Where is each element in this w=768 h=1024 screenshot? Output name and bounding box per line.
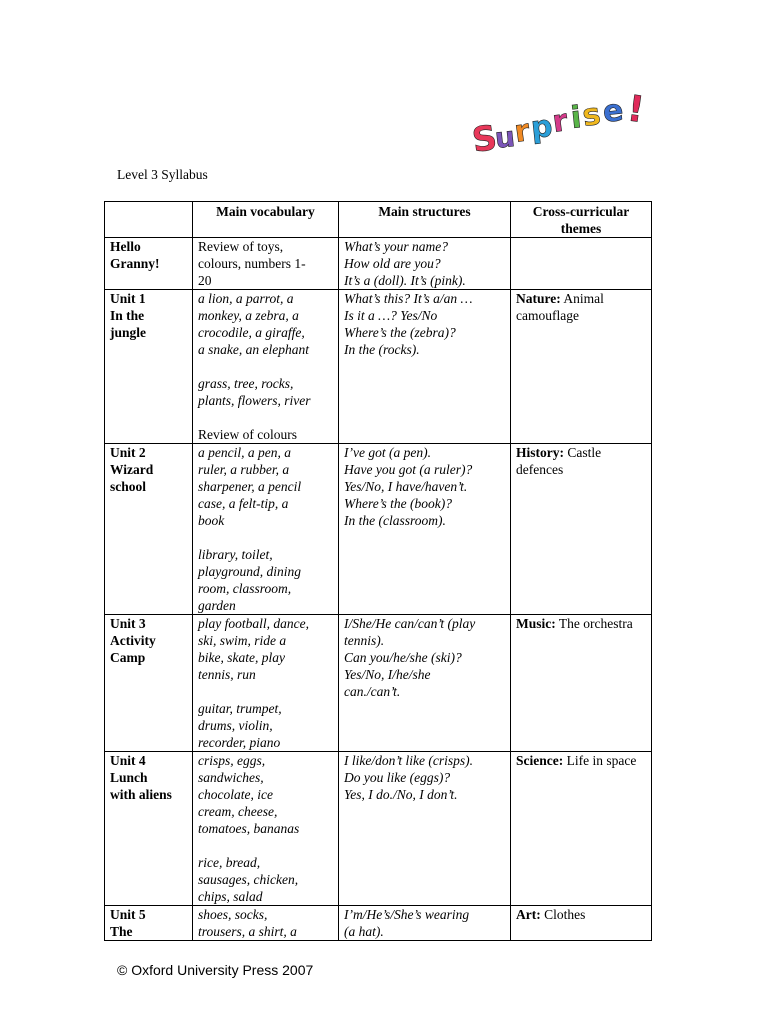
spacer: [198, 358, 333, 375]
spacer: [198, 837, 333, 854]
theme-text: Castle defences: [516, 445, 602, 477]
vocabulary-cell: [193, 238, 339, 290]
structures-cell: [339, 238, 511, 290]
header-structures: Main structures: [339, 202, 511, 238]
structures-cell: [339, 752, 511, 906]
unit-cell: [105, 290, 193, 444]
logo-letter: S: [470, 117, 500, 161]
vocabulary-line: library, toilet,: [198, 547, 273, 562]
surprise-logo: [470, 86, 650, 168]
vocabulary-line: tennis, run: [198, 667, 256, 682]
theme-cell: [511, 906, 652, 941]
theme-label: Music:: [516, 616, 556, 631]
table-row: [105, 290, 652, 444]
vocabulary-line: ruler, a rubber, a: [198, 462, 290, 477]
surprise-logo-graphic: [470, 86, 650, 168]
vocabulary-line: chips, salad: [198, 889, 263, 904]
syllabus-table: [104, 201, 652, 941]
unit-title-line: with aliens: [110, 787, 172, 802]
logo-letter: u: [493, 120, 517, 155]
table-row: [105, 238, 652, 290]
theme-cell: [511, 444, 652, 615]
vocabulary-line: 20: [198, 273, 212, 288]
structures-cell: [339, 615, 511, 752]
vocabulary-line: sausages, chicken,: [198, 872, 299, 887]
vocabulary-cell: [193, 290, 339, 444]
unit-title-line: Lunch: [110, 770, 148, 785]
structure-line: I like/don’t like (crisps).: [344, 753, 473, 768]
unit-title-line: school: [110, 479, 147, 494]
theme-text: Animal camouflage: [516, 291, 604, 323]
unit-title-line: jungle: [110, 325, 147, 340]
theme-cell: [511, 290, 652, 444]
unit-cell: [105, 752, 193, 906]
header-themes-text: Cross-curricular themes: [532, 204, 630, 236]
vocabulary-line: guitar, trumpet,: [198, 701, 282, 716]
structures-cell: [339, 290, 511, 444]
structure-line: Yes, I do./No, I don’t.: [344, 787, 458, 802]
vocabulary-line: shoes, socks,: [198, 907, 268, 922]
vocabulary-line: trousers, a shirt, a: [198, 924, 297, 939]
logo-letter: e: [601, 93, 626, 130]
copyright-footer: © Oxford University Press 2007: [117, 962, 314, 978]
vocabulary-line: chocolate, ice: [198, 787, 273, 802]
vocabulary-line: sandwiches,: [198, 770, 264, 785]
vocabulary-line: crocodile, a giraffe,: [198, 325, 305, 340]
table-row: [105, 906, 652, 941]
vocabulary-cell: [193, 444, 339, 615]
structure-line: Can you/he/she (ski)?: [344, 650, 462, 665]
structure-line: I/She/He can/can’t (play: [344, 616, 476, 631]
vocabulary-cell: [193, 752, 339, 906]
theme-cell: [511, 752, 652, 906]
table-row: [105, 615, 652, 752]
header-themes: [511, 202, 652, 238]
unit-title-line: In the: [110, 308, 145, 323]
theme-label: Science:: [516, 753, 564, 768]
structure-line: How old are you?: [344, 256, 441, 271]
vocabulary-line: room, classroom,: [198, 581, 292, 596]
unit-title-line: Wizard: [110, 462, 154, 477]
spacer: [198, 529, 333, 546]
vocabulary-line: Review of toys,: [198, 239, 284, 254]
vocabulary-line: garden: [198, 598, 236, 613]
vocabulary-line: a pencil, a pen, a: [198, 445, 291, 460]
vocabulary-line: Review of colours: [198, 427, 297, 442]
theme-cell: [511, 238, 652, 290]
spacer: [198, 683, 333, 700]
unit-cell: [105, 444, 193, 615]
logo-letter: s: [580, 96, 603, 134]
vocabulary-cell: [193, 906, 339, 941]
unit-cell: [105, 906, 193, 941]
structure-line: can./can’t.: [344, 684, 401, 699]
logo-letter: !: [624, 88, 647, 132]
structure-line: Have you got (a ruler)?: [344, 462, 473, 477]
theme-cell: [511, 615, 652, 752]
structure-line: Where’s the (book)?: [344, 496, 452, 511]
vocabulary-line: crisps, eggs,: [198, 753, 266, 768]
table-row: [105, 444, 652, 615]
structures-cell: [339, 444, 511, 615]
structure-line: In the (classroom).: [344, 513, 446, 528]
vocabulary-line: monkey, a zebra, a: [198, 308, 299, 323]
vocabulary-line: a lion, a parrot, a: [198, 291, 294, 306]
unit-title-line: Granny!: [110, 256, 160, 271]
theme-text: Life in space: [563, 753, 637, 768]
vocabulary-line: book: [198, 513, 225, 528]
structure-line: I’ve got (a pen).: [344, 445, 431, 460]
vocabulary-line: tomatoes, bananas: [198, 821, 300, 836]
header-unit: [105, 202, 193, 238]
vocabulary-line: bike, skate, play: [198, 650, 285, 665]
theme-text: The orchestra: [555, 616, 633, 631]
structure-line: In the (rocks).: [344, 342, 420, 357]
structure-line: What’s your name?: [344, 239, 448, 254]
unit-title-line: Unit 1: [110, 291, 146, 306]
vocabulary-line: cream, cheese,: [198, 804, 278, 819]
logo-letter: r: [550, 103, 570, 140]
structure-line: It’s a (doll). It’s (pink).: [344, 273, 466, 288]
vocabulary-line: rice, bread,: [198, 855, 261, 870]
table-row: [105, 752, 652, 906]
vocabulary-line: a snake, an elephant: [198, 342, 309, 357]
theme-label: Nature:: [516, 291, 561, 306]
unit-title-line: Hello: [110, 239, 141, 254]
vocabulary-line: plants, flowers, river: [198, 393, 311, 408]
spacer: [198, 409, 333, 426]
structure-line: Do you like (eggs)?: [344, 770, 451, 785]
structure-line: Yes/No, I have/haven’t.: [344, 479, 468, 494]
structure-line: tennis).: [344, 633, 385, 648]
logo-letter: i: [569, 100, 584, 136]
logo-letter: r: [512, 113, 532, 150]
vocabulary-line: case, a felt-tip, a: [198, 496, 289, 511]
vocabulary-line: colours, numbers 1-: [198, 256, 306, 271]
unit-cell: [105, 238, 193, 290]
theme-text: Clothes: [540, 907, 586, 922]
unit-title-line: Unit 2: [110, 445, 146, 460]
page-heading: Level 3 Syllabus: [117, 167, 208, 182]
unit-title-line: Activity: [110, 633, 156, 648]
theme-label: Art:: [516, 907, 541, 922]
structures-cell: [339, 906, 511, 941]
unit-title-line: Unit 5: [110, 907, 146, 922]
theme-label: History:: [516, 445, 564, 460]
vocabulary-line: ski, swim, ride a: [198, 633, 287, 648]
vocabulary-cell: [193, 615, 339, 752]
unit-title-line: Camp: [110, 650, 146, 665]
structure-line: I’m/He’s/She’s wearing: [344, 907, 470, 922]
structure-line: Yes/No, I/he/she: [344, 667, 431, 682]
table-header-row: [105, 202, 652, 238]
unit-title-line: Unit 3: [110, 616, 146, 631]
unit-title-line: The: [110, 924, 133, 939]
structure-line: Where’s the (zebra)?: [344, 325, 456, 340]
vocabulary-line: playground, dining: [198, 564, 301, 579]
vocabulary-line: play football, dance,: [198, 616, 309, 631]
structure-line: Is it a …? Yes/No: [344, 308, 438, 323]
structure-line: (a hat).: [344, 924, 384, 939]
vocabulary-line: sharpener, a pencil: [198, 479, 302, 494]
unit-title-line: Unit 4: [110, 753, 146, 768]
vocabulary-line: recorder, piano: [198, 735, 281, 750]
unit-cell: [105, 615, 193, 752]
logo-letter: p: [529, 108, 555, 146]
header-vocabulary: Main vocabulary: [193, 202, 339, 238]
vocabulary-line: grass, tree, rocks,: [198, 376, 294, 391]
vocabulary-line: drums, violin,: [198, 718, 273, 733]
structure-line: What’s this? It’s a/an …: [344, 291, 473, 306]
